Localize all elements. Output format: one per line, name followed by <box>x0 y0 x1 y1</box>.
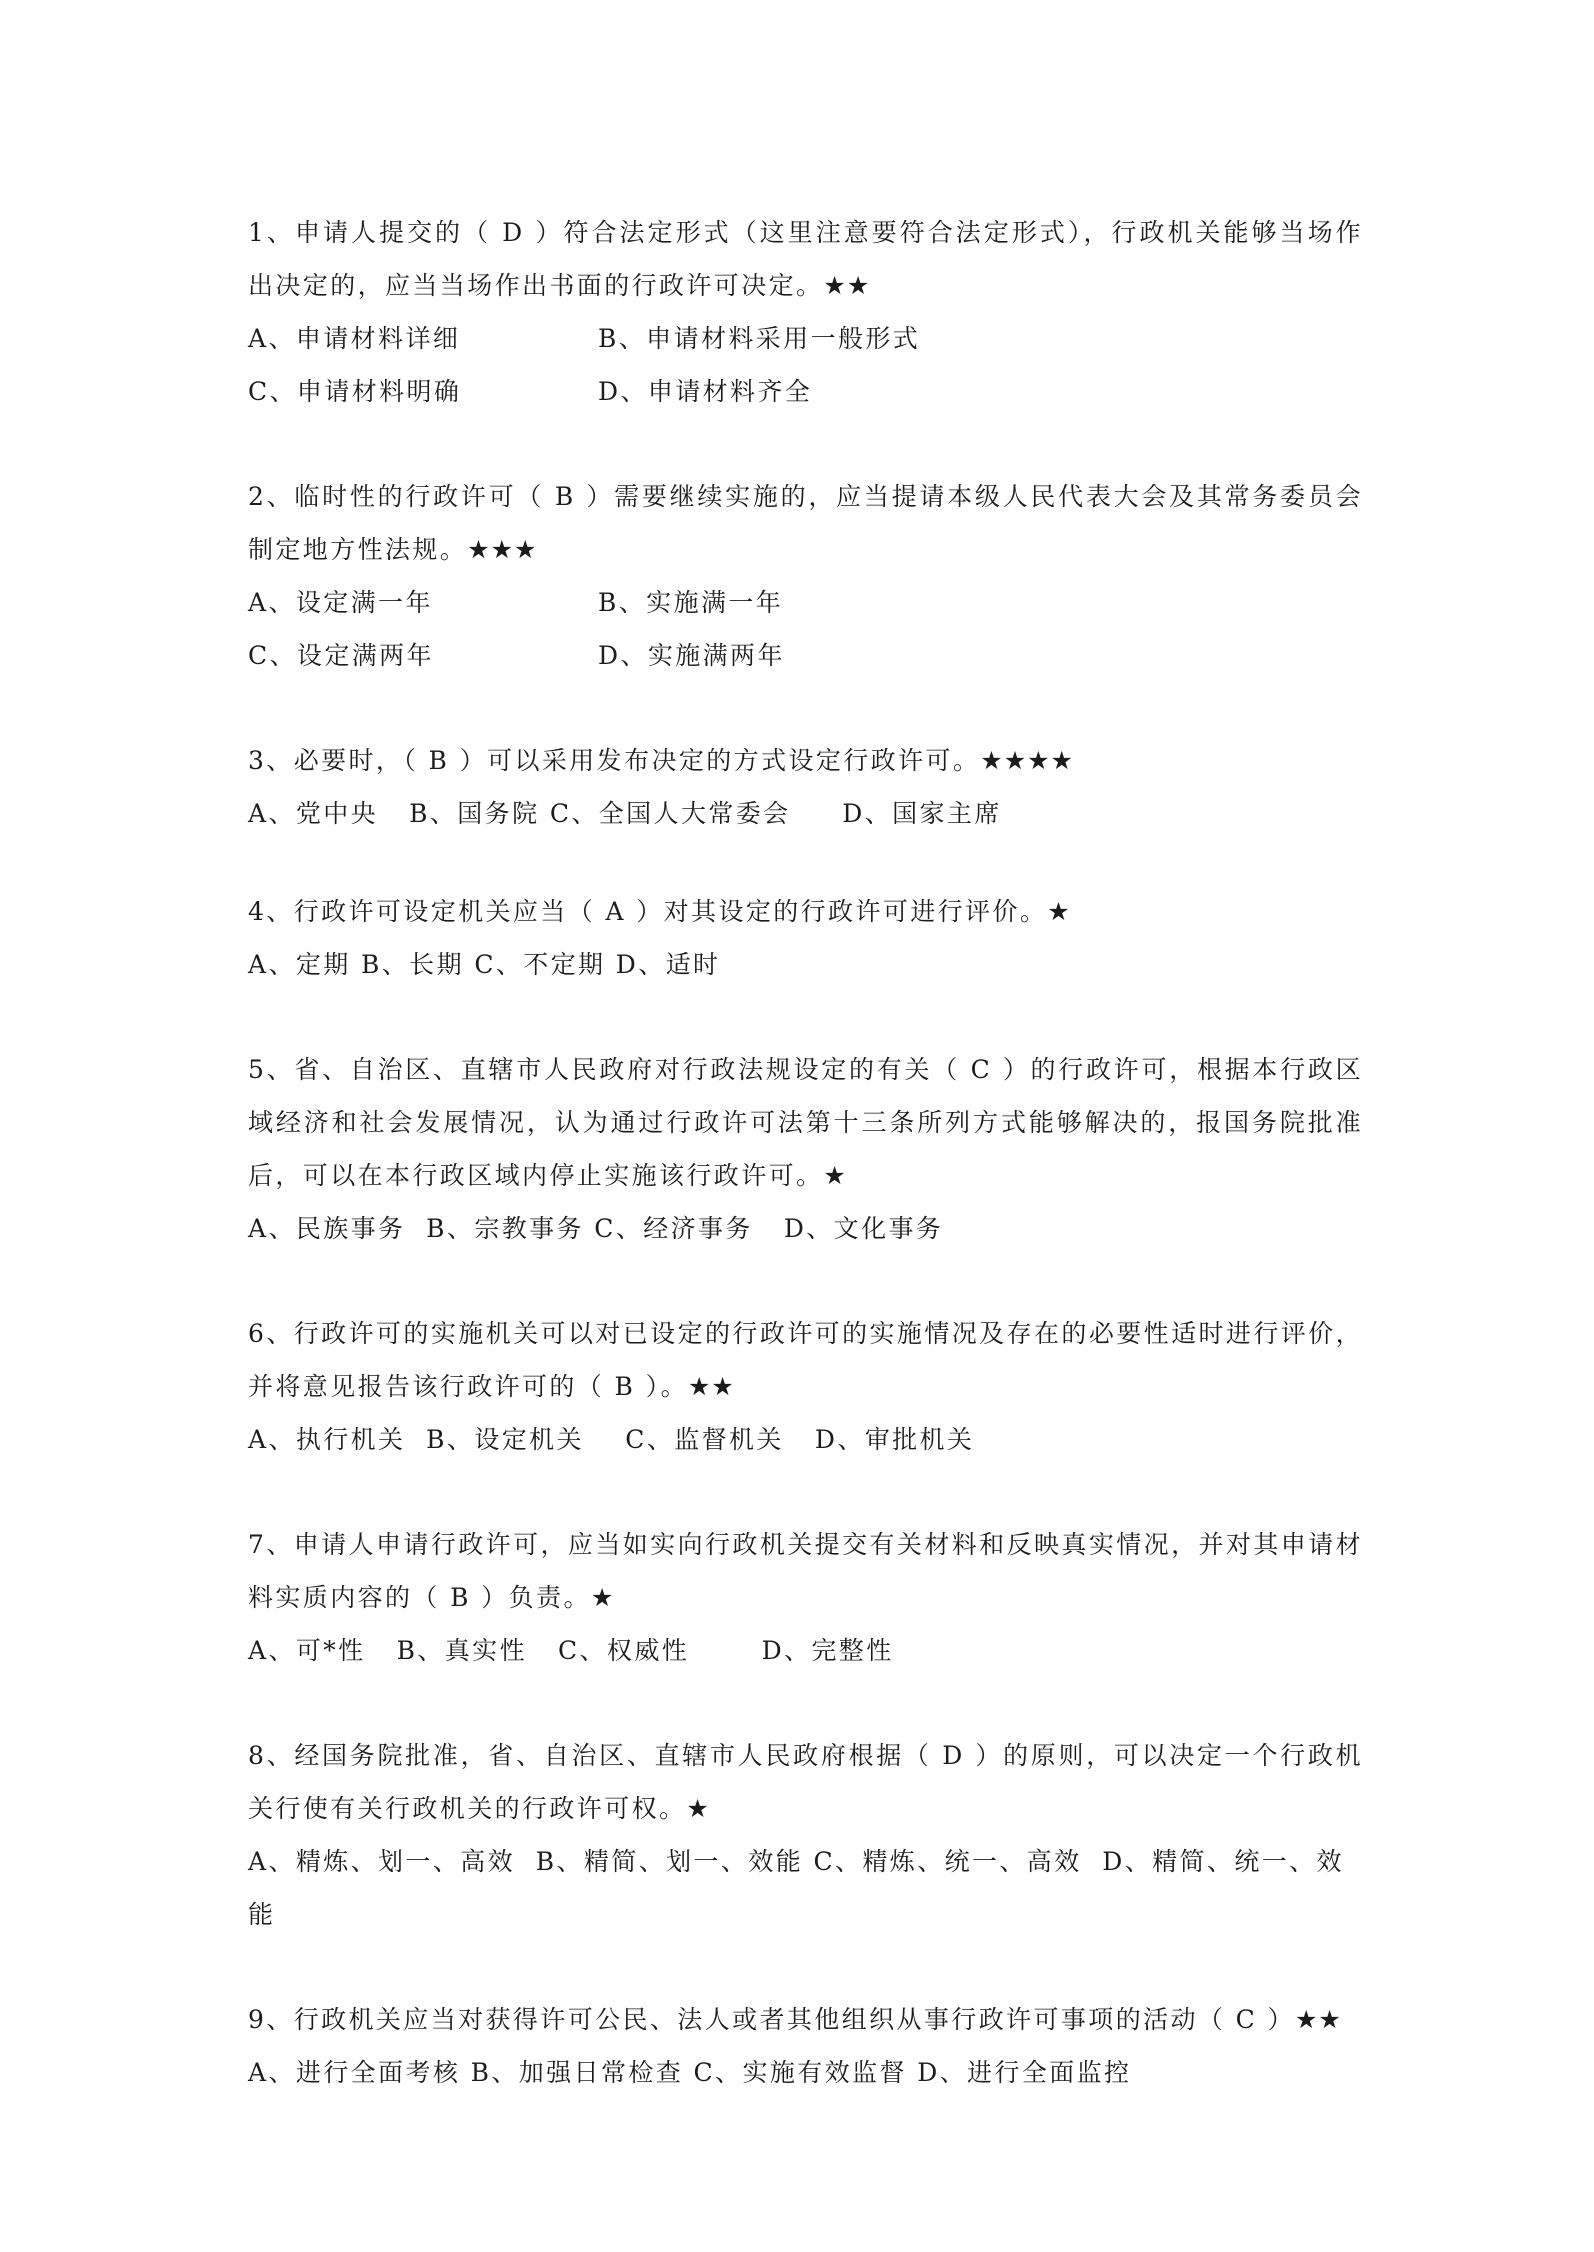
star-rating: ★★★ <box>467 535 538 564</box>
question-7 <box>248 1518 1363 1677</box>
star-rating: ★ <box>823 1161 847 1190</box>
question-9 <box>248 1993 1363 2099</box>
question-4 <box>248 885 1363 991</box>
question-stem <box>248 1993 1363 2046</box>
question-stem <box>248 1307 1363 1413</box>
option-b: B、申请材料采用一般形式 <box>598 324 921 353</box>
stem-text: 1、申请人提交的（ D ）符合法定形式（这里注意要符合法定形式），行政机关能够当场作出决定的，应当当场作出书面的行政许可决定。 <box>248 218 1363 300</box>
options-line: A、可*性 B、真实性 C、权威性 D、完整性 <box>248 1636 894 1665</box>
star-rating: ★ <box>590 1583 615 1612</box>
stem-text: 2、临时性的行政许可（ B ）需要继续实施的，应当提请本级人民代表大会及其常务委员会制定地方性法规。 <box>248 482 1363 564</box>
option-a: A、申请材料详细 <box>248 324 461 353</box>
option-row <box>248 576 1363 629</box>
stem-text: 3、必要时，（ B ）可以采用发布决定的方式设定行政许可。 <box>248 746 981 775</box>
question-2 <box>248 470 1363 682</box>
question-stem <box>248 206 1363 312</box>
question-8 <box>248 1729 1363 1941</box>
option-b: B、实施满一年 <box>598 588 784 617</box>
stem-text: 6、行政许可的实施机关可以对已设定的行政许可的实施情况及存在的必要性适时进行评价，并将意见报告该行政许可的（ B ）。 <box>248 1319 1363 1401</box>
option-d: D、申请材料齐全 <box>598 377 813 406</box>
question-1 <box>248 206 1363 418</box>
options-line: A、定期 B、长期 C、不定期 D、适时 <box>248 950 721 979</box>
question-6 <box>248 1307 1363 1466</box>
stem-text: 5、省、自治区、直辖市人民政府对行政法规设定的有关（ C ）的行政许可，根据本行政区域经济和社会发展情况，认为通过行政许可法第十三条所列方式能够解决的，报国务院批准后，可以在本行政区域内停止实施该行政许可。 <box>248 1055 1363 1190</box>
options-line: A、执行机关 B、设定机关 C、监督机关 D、审批机关 <box>248 1425 975 1454</box>
options-line: A、民族事务 B、宗教事务 C、经济事务 D、文化事务 <box>248 1214 944 1243</box>
star-rating: ★★ <box>1294 2005 1342 2034</box>
question-stem <box>248 885 1363 938</box>
star-rating: ★★ <box>823 271 871 300</box>
question-stem <box>248 734 1363 787</box>
question-stem <box>248 1729 1363 1835</box>
option-c: C、申请材料明确 <box>248 377 462 406</box>
option-row <box>248 629 1363 682</box>
stem-text: 9、行政机关应当对获得许可公民、法人或者其他组织从事行政许可事项的活动（ C ） <box>248 2005 1295 2034</box>
question-stem <box>248 1043 1363 1202</box>
question-5 <box>248 1043 1363 1255</box>
options-line: A、进行全面考核 B、加强日常检查 C、实施有效监督 D、进行全面监控 <box>248 2058 1132 2087</box>
stem-text: 7、申请人申请行政许可，应当如实向行政机关提交有关材料和反映真实情况，并对其申请材料实质内容的（ B ）负责。 <box>248 1530 1363 1612</box>
star-rating: ★★ <box>687 1372 735 1401</box>
star-rating: ★ <box>686 1794 710 1823</box>
question-stem <box>248 470 1363 576</box>
star-rating: ★★★★ <box>980 746 1074 775</box>
option-c: C、设定满两年 <box>248 641 434 670</box>
options-line: A、精炼、划一、高效 B、精简、划一、效能 C、精炼、统一、高效 D、精简、统一、效能 <box>248 1847 1344 1929</box>
question-3 <box>248 734 1363 840</box>
question-stem <box>248 1518 1363 1624</box>
option-row <box>248 312 1363 365</box>
star-rating: ★ <box>1047 897 1071 926</box>
options-line: A、党中央 B、国务院 C、全国人大常委会 D、国家主席 <box>248 799 1002 828</box>
stem-text: 8、经国务院批准，省、自治区、直辖市人民政府根据（ D ）的原则，可以决定一个行政机关行使有关行政机关的行政许可权。 <box>248 1741 1363 1823</box>
option-a: A、设定满一年 <box>248 588 433 617</box>
document-page <box>248 206 1363 2151</box>
option-d: D、实施满两年 <box>598 641 785 670</box>
option-row <box>248 365 1363 418</box>
stem-text: 4、行政许可设定机关应当（ A ）对其设定的行政许可进行评价。 <box>248 897 1048 926</box>
